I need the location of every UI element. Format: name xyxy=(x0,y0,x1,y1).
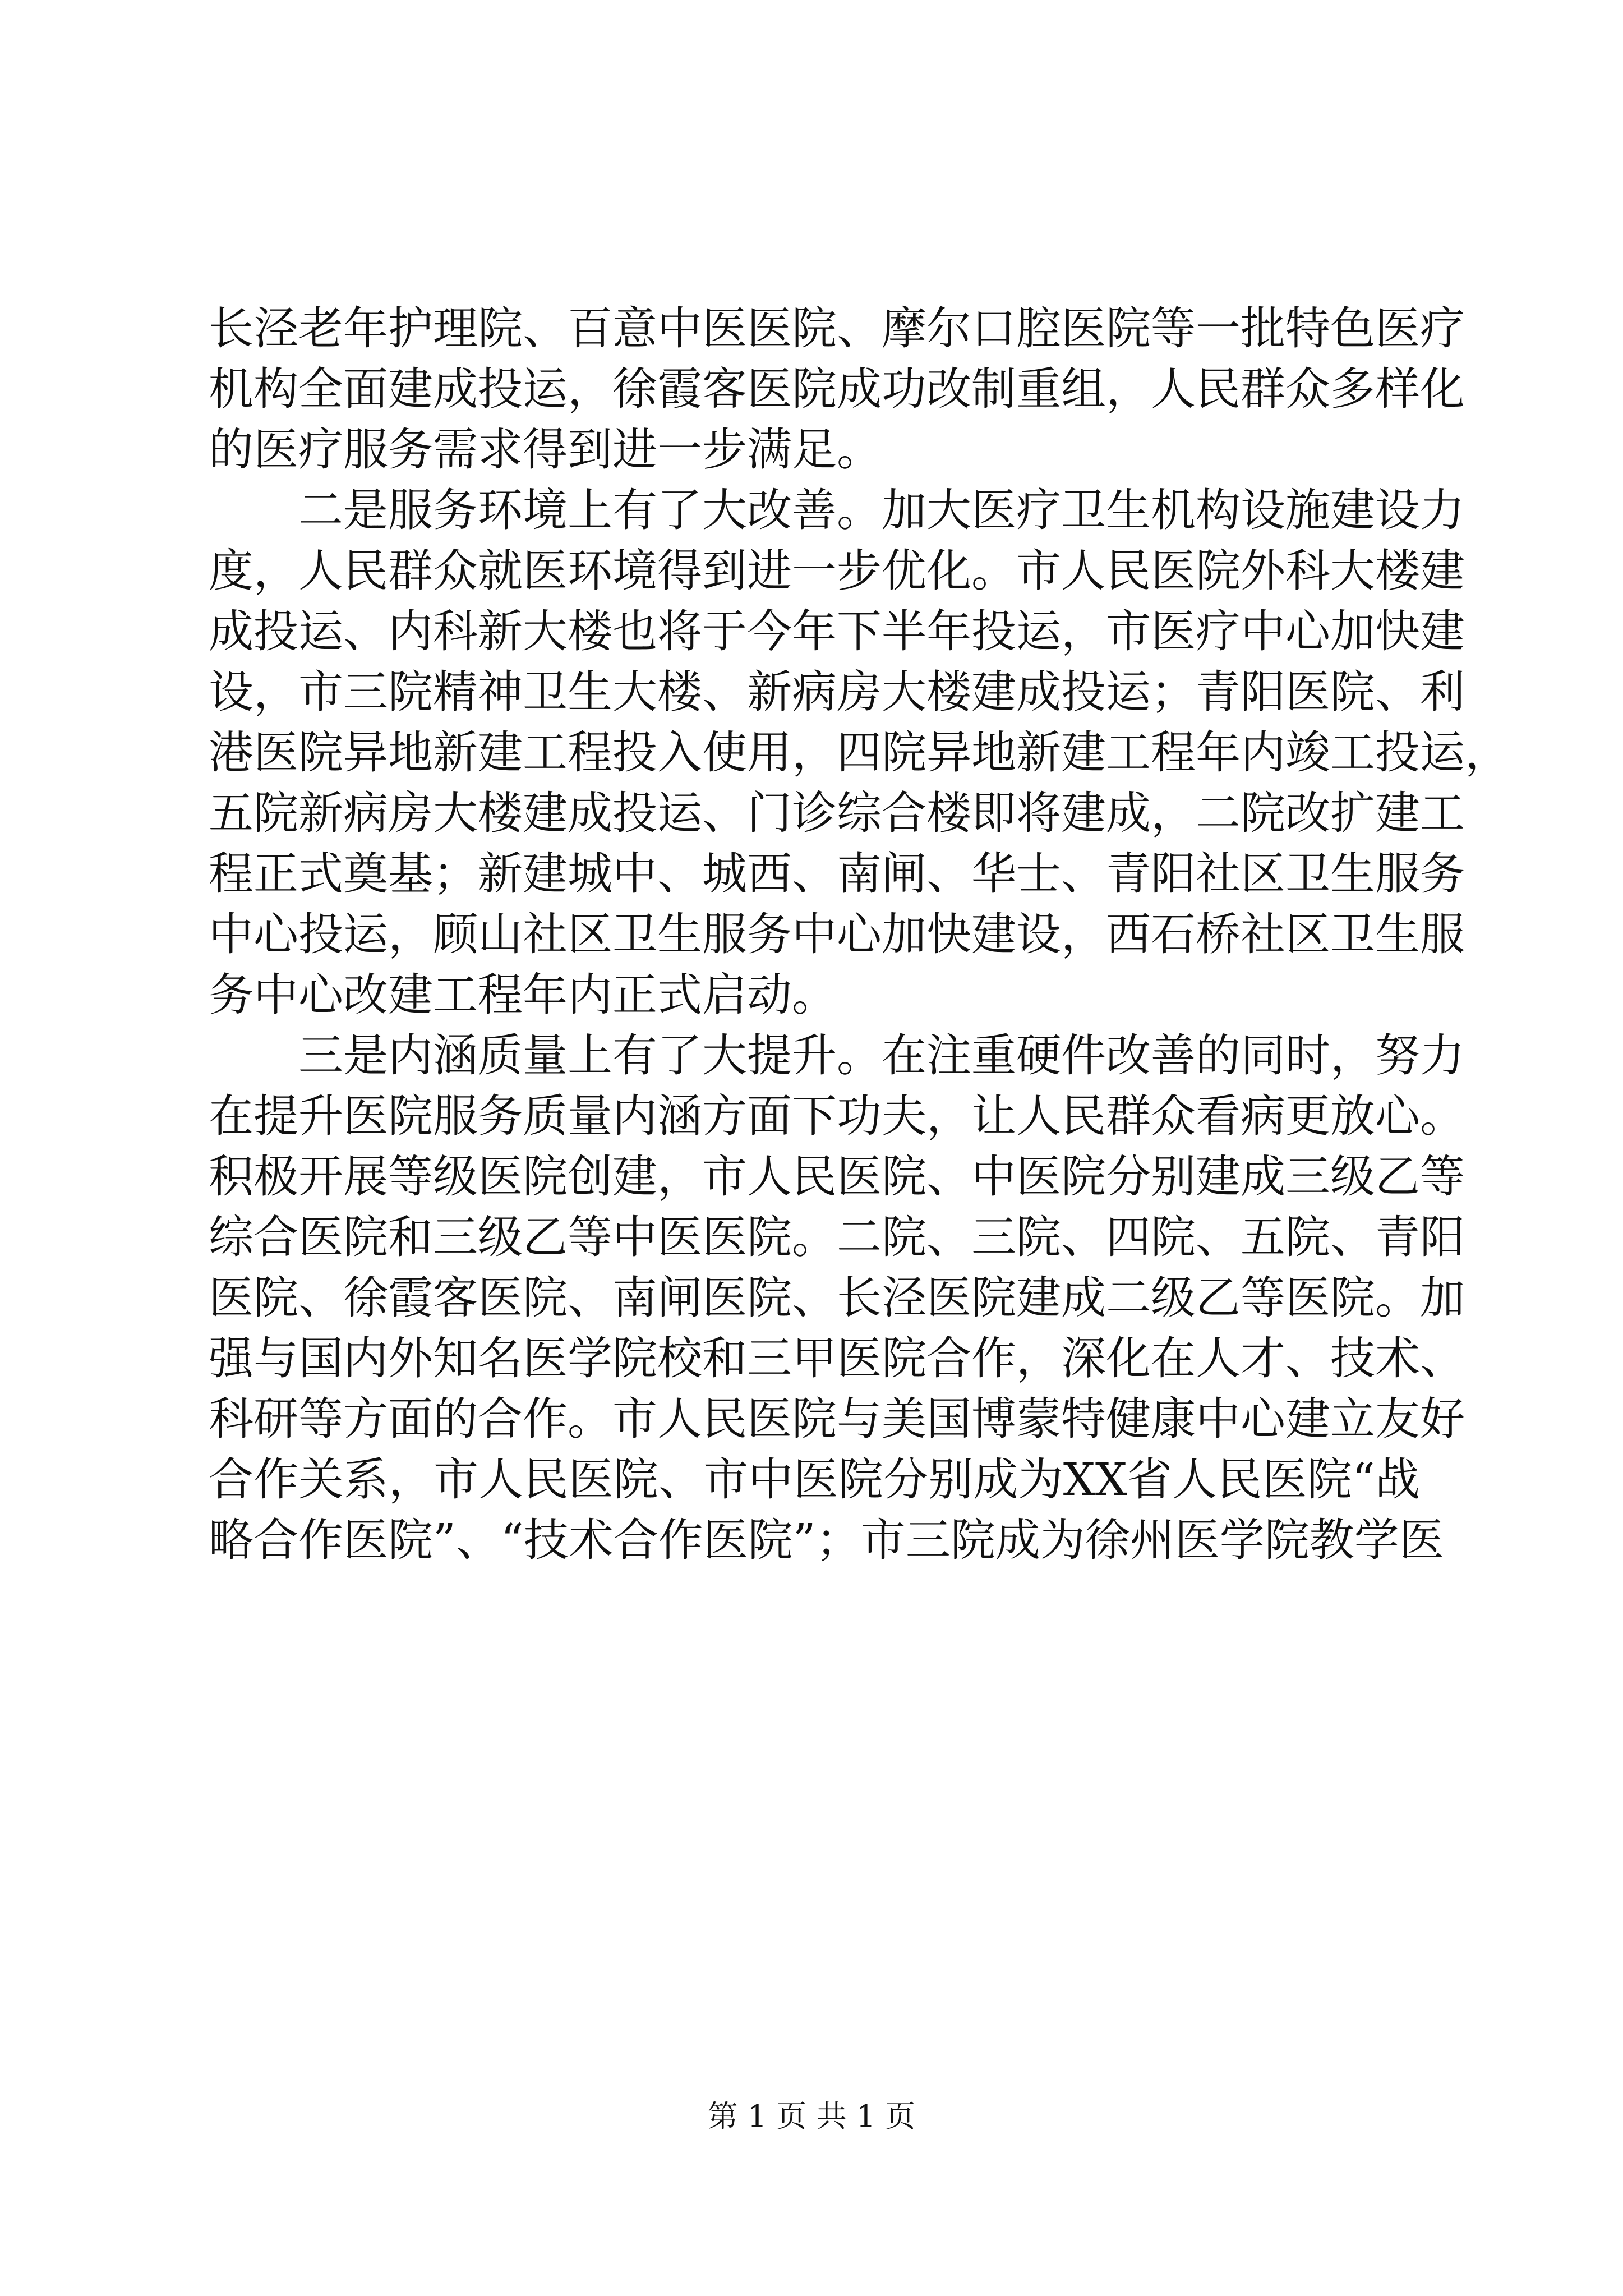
text-line: 略合作医院”、“技术合作医院”；市三院成为徐州医学院教学医 xyxy=(209,1514,1444,1566)
text-line: 机构全面建成投运，徐霞客医院成功改制重组，人民群众多样化 xyxy=(209,363,1465,415)
text-line: 务中心改建工程年内正式启动。 xyxy=(209,969,837,1021)
text-line: 积极开展等级医院创建，市人民医院、中医院分别建成三级乙等 xyxy=(209,1151,1465,1203)
text-line: 成投运、内科新大楼也将于今年下半年投运，市医疗中心加快建 xyxy=(209,605,1465,657)
text-line: 设，市三院精神卫生大楼、新病房大楼建成投运；青阳医院、利 xyxy=(209,666,1465,718)
text-line: 合作关系，市人民医院、市中医院分别成为XX省人民医院“战 xyxy=(209,1453,1420,1506)
text-line: 在提升医院服务质量内涵方面下功夫，让人民群众看病更放心。 xyxy=(209,1090,1465,1142)
text-line: 科研等方面的合作。市人民医院与美国博蒙特健康中心建立友好 xyxy=(209,1393,1465,1445)
text-line: 度，人民群众就医环境得到进一步优化。市人民医院外科大楼建 xyxy=(209,545,1465,597)
document-body xyxy=(209,298,1510,1571)
text-line: 三是内涵质量上有了大提升。在注重硬件改善的同时，努力 xyxy=(298,1029,1465,1082)
text-line: 二是服务环境上有了大改善。加大医疗卫生机构设施建设力 xyxy=(298,484,1465,536)
text-line: 中心投运，顾山社区卫生服务中心加快建设，西石桥社区卫生服 xyxy=(209,908,1465,960)
text-line: 五院新病房大楼建成投运、门诊综合楼即将建成，二院改扩建工 xyxy=(209,787,1465,839)
text-line: 长泾老年护理院、百意中医医院、摩尔口腔医院等一批特色医疗 xyxy=(209,302,1465,355)
text-line: 程正式奠基；新建城中、城西、南闸、华士、青阳社区卫生服务 xyxy=(209,848,1465,900)
text-line: 综合医院和三级乙等中医医院。二院、三院、四院、五院、青阳 xyxy=(209,1211,1465,1263)
text-line: 强与国内外知名医学院校和三甲医院合作，深化在人才、技术、 xyxy=(209,1332,1465,1384)
text-line: 的医疗服务需求得到进一步满足。 xyxy=(209,424,882,476)
text-line: 医院、徐霞客医院、南闸医院、长泾医院建成二级乙等医院。加 xyxy=(209,1272,1465,1324)
page-footer: 第 1 页 共 1 页 xyxy=(707,2099,916,2134)
text-line: 港医院异地新建工程投入使用，四院异地新建工程年内竣工投运， xyxy=(209,726,1510,779)
